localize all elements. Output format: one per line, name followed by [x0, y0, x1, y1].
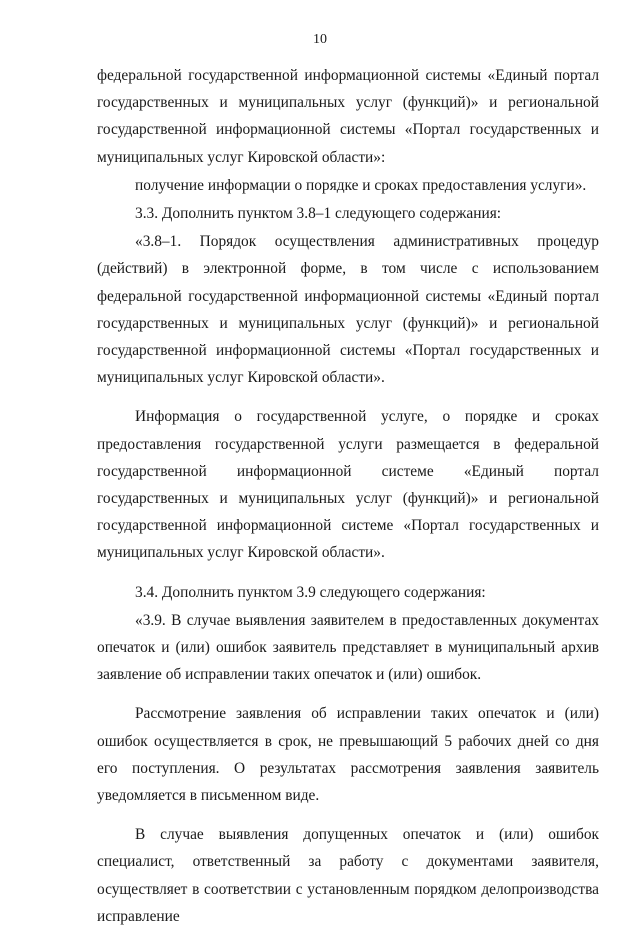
paragraph: получение информации о порядке и сроках предоставления услуги».	[135, 176, 587, 194]
paragraph: Рассмотрение заявления об исправлении таких опечаток и (или) ошибок осуществляется в срок, не превышающий 5 рабочих дней со дня его поступления. О результатах рассмотрения заявления заявитель уведомляется в письменном виде.	[97, 705, 599, 805]
paragraph: федеральной государственной информационной системы «Единый портал государственных и муниципальных услуг (функций)» и региональной государственной информационной системы «Портал государственных и муниципальных услуг Кировской области»:	[97, 67, 599, 166]
paragraph: В случае выявления допущенных опечаток и (или) ошибок специалист, ответственный за работу с документами заявителя, осуществляет в соответствии с установленным порядком делопроизводства исправление	[97, 826, 599, 925]
paragraph: «3.9. В случае выявления заявителем в предоставленных документах опечаток и (или) ошибок заявитель представляет в муниципальный архив заявление об исправлении таких опечаток и (или) ошибок.	[97, 611, 599, 684]
paragraph: «3.8–1. Порядок осуществления административных процедур (действий) в электронной форме, в том числе с использованием федеральной государственной информационной системы «Единый портал государственных и муниципальных услуг (функций)» и региональной государственной информационной системы «Портал государственных и муниципальных услуг Кировской области».	[97, 233, 599, 387]
paragraph: Информация о государственной услуге, о порядке и сроках предоставления государственной услуги размещается в федеральной государственной информационной системе «Единый портал государственных и муниципальных услуг (функций)» и региональной государственной информационной системе «Портал государственных и муниципальных услуг Кировской области».	[97, 408, 599, 562]
document-body	[97, 62, 599, 931]
paragraph: 3.4. Дополнить пунктом 3.9 следующего содержания:	[135, 583, 486, 601]
paragraph: 3.3. Дополнить пунктом 3.8–1 следующего содержания:	[135, 205, 502, 223]
page-number: 10	[313, 32, 327, 47]
